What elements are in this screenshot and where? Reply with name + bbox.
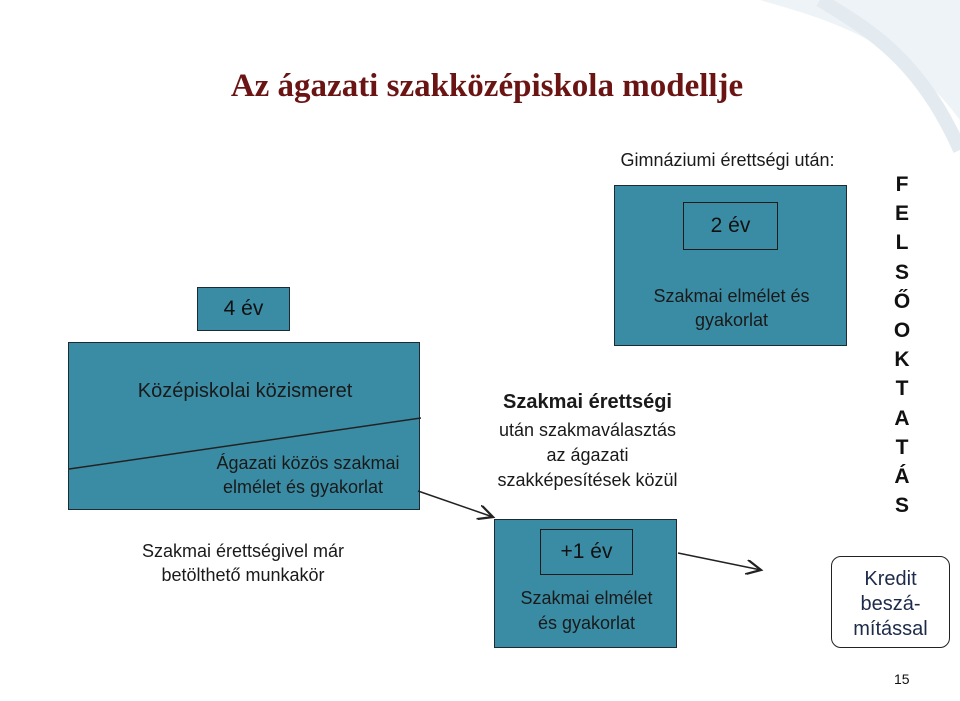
middle-line3: szakképesítések közül bbox=[497, 470, 678, 490]
letter: E bbox=[894, 202, 909, 226]
letter: S bbox=[894, 494, 909, 518]
page-title: Az ágazati szakközépiskola modellje bbox=[230, 68, 744, 104]
middle-heading: Szakmai érettségi bbox=[503, 391, 672, 413]
job-line1: Szakmai érettségivel már bbox=[141, 541, 345, 561]
letter: F bbox=[895, 173, 909, 196]
two-year-label: 2 év bbox=[710, 214, 751, 237]
letter: T bbox=[895, 377, 909, 401]
letter: S bbox=[894, 260, 909, 284]
gimnazium-content-line1: Szakmai elmélet és bbox=[653, 286, 810, 306]
gimnazium-box bbox=[614, 185, 847, 346]
letter: Ő bbox=[893, 289, 911, 313]
gimnazium-content-line2: gyakorlat bbox=[694, 310, 769, 330]
letter: L bbox=[895, 231, 909, 255]
general-education-text: Középiskolai közismeret bbox=[137, 380, 353, 402]
plus-one-year-label-box bbox=[540, 529, 633, 575]
kredit-box bbox=[831, 556, 950, 648]
letter: A bbox=[894, 406, 910, 430]
sector-common-line2: elmélet és gyakorlat bbox=[222, 477, 384, 497]
kredit-line1: Kredit bbox=[864, 568, 917, 590]
letter: K bbox=[894, 348, 910, 372]
letter: O bbox=[893, 319, 911, 343]
letter: T bbox=[895, 435, 909, 459]
kredit-line3: mítással bbox=[853, 618, 928, 640]
middle-line2: az ágazati bbox=[546, 445, 629, 465]
kredit-line2: beszá- bbox=[860, 593, 921, 615]
job-line2: betölthető munkakör bbox=[161, 565, 325, 585]
plus-one-year-label: +1 év bbox=[560, 540, 613, 563]
arrow-to-kredit bbox=[678, 553, 761, 570]
plus-one-content-line1: Szakmai elmélet bbox=[520, 588, 653, 608]
four-year-label: 4 év bbox=[223, 297, 264, 320]
two-year-label-box bbox=[683, 202, 778, 250]
plus-one-content-line2: és gyakorlat bbox=[537, 613, 636, 633]
gimnazium-label: Gimnáziumi érettségi után: bbox=[620, 150, 835, 170]
letter: Á bbox=[894, 465, 910, 489]
middle-line1: után szakmaválasztás bbox=[498, 420, 677, 440]
plus-one-year-box bbox=[494, 519, 677, 648]
arrow-to-plus-one bbox=[418, 491, 493, 517]
higher-education-vertical-text bbox=[890, 170, 914, 520]
page-number: 15 bbox=[894, 671, 910, 687]
sector-common-line1: Ágazati közös szakmai bbox=[216, 453, 400, 473]
